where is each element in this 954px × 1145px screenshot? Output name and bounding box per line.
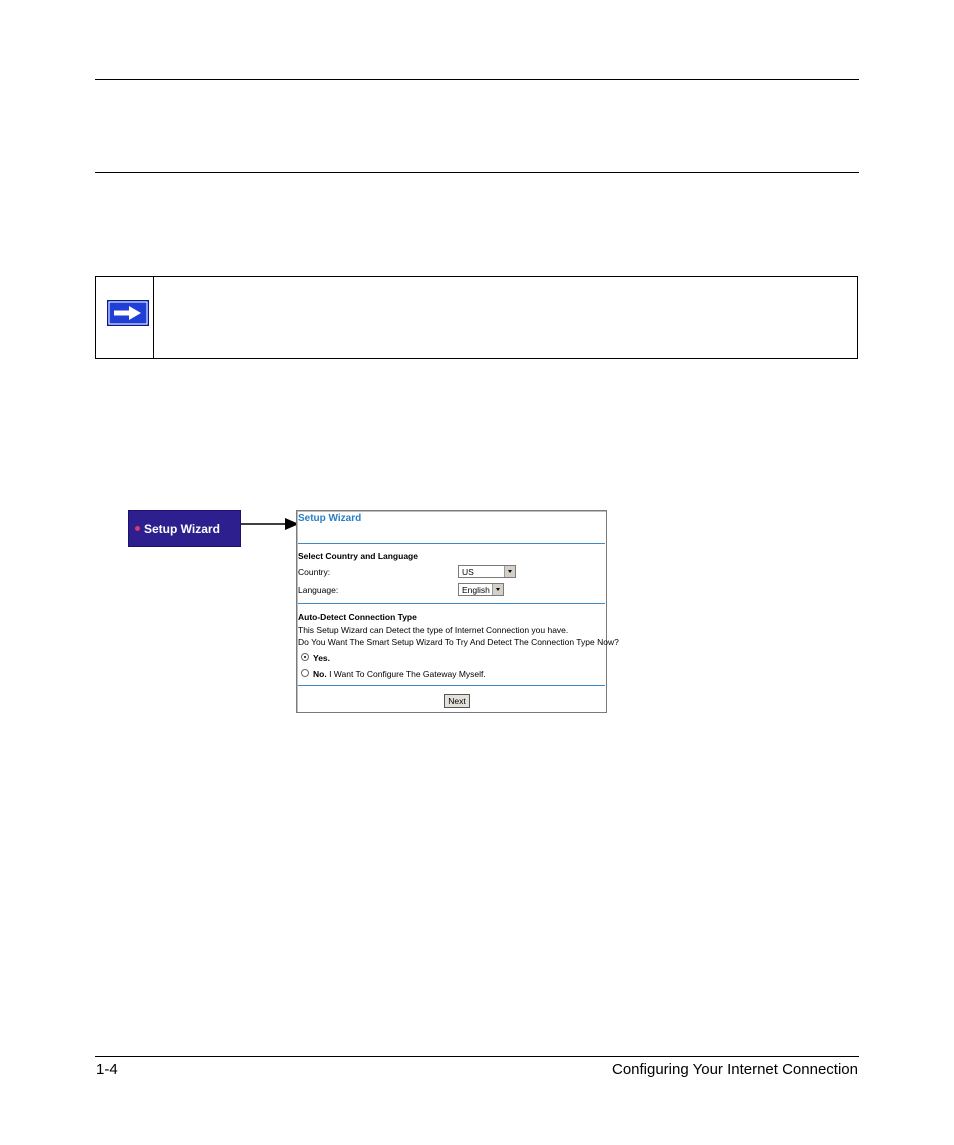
setup-wizard-menu-label: Setup Wizard (144, 522, 220, 536)
language-select[interactable] (458, 583, 504, 596)
bullet-icon (135, 526, 140, 531)
auto-detect-question: Do You Want The Smart Setup Wizard To Try And Detect The Connection Type Now? (298, 637, 619, 647)
no-option-label-rest: I Want To Configure The Gateway Myself. (326, 669, 486, 679)
language-label: Language: (298, 585, 339, 595)
auto-detect-description: This Setup Wizard can Detect the type of Internet Connection you have. (298, 625, 569, 635)
callout-arrow-icon (241, 516, 299, 532)
divider (298, 543, 605, 544)
setup-wizard-panel (296, 510, 619, 713)
next-button[interactable]: Next (444, 694, 470, 708)
no-radio[interactable] (301, 669, 309, 677)
note-icon-cell (96, 277, 154, 358)
no-option-label-bold: No. (313, 669, 327, 679)
page-number: 1-4 (96, 1061, 118, 1078)
footer-rule (95, 1056, 859, 1057)
country-select[interactable] (458, 565, 516, 578)
chevron-down-icon[interactable] (504, 566, 515, 577)
yes-radio[interactable] (301, 653, 309, 661)
no-option-label (313, 669, 486, 679)
divider (298, 685, 605, 686)
header-rule-bottom (95, 172, 859, 173)
setup-wizard-menu-item[interactable] (128, 510, 241, 547)
wizard-title: Setup Wizard (298, 513, 362, 524)
chevron-down-icon[interactable] (492, 584, 503, 595)
yes-option-label: Yes. (313, 653, 331, 663)
country-language-heading: Select Country and Language (298, 551, 418, 561)
auto-detect-heading: Auto-Detect Connection Type (298, 612, 417, 622)
chapter-title: Configuring Your Internet Connection (611, 1061, 858, 1078)
language-value: English (462, 585, 490, 595)
note-box (95, 276, 858, 359)
divider (298, 603, 605, 604)
arrow-right-icon (107, 300, 149, 326)
country-label: Country: (298, 567, 331, 577)
country-value: US (462, 567, 474, 577)
header-rule-top (95, 79, 859, 80)
